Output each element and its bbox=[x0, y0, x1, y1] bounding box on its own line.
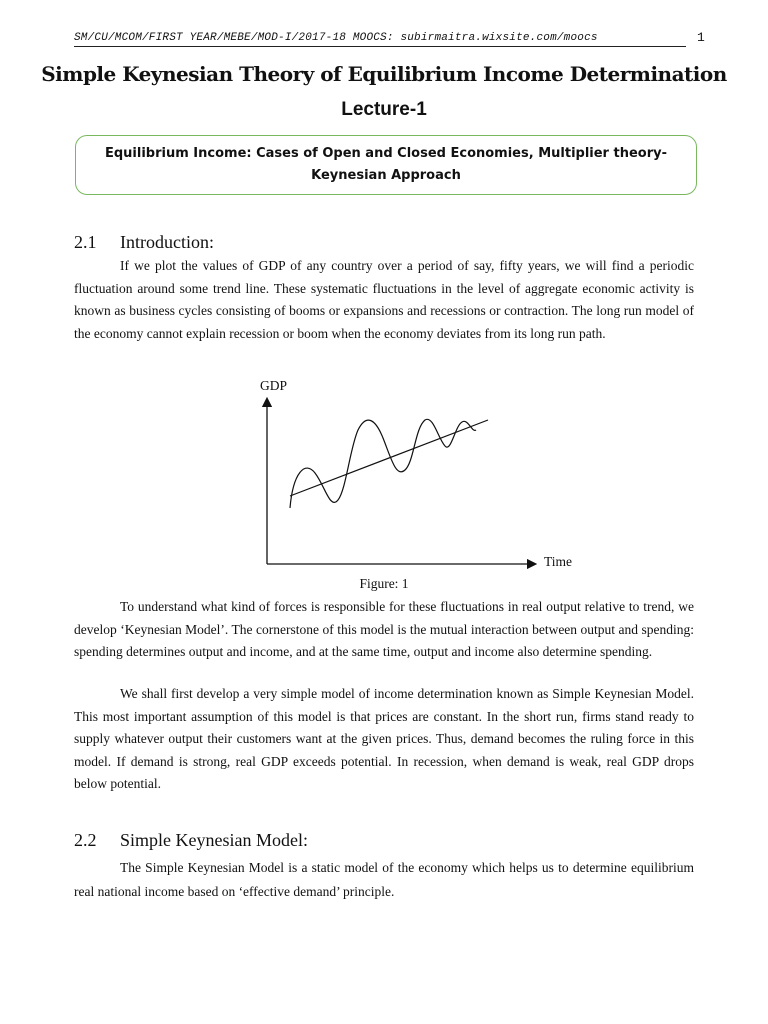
figure-caption: Figure: 1 bbox=[359, 576, 409, 591]
section-title: Simple Keynesian Model: bbox=[120, 830, 308, 850]
topic-summary-text: Equilibrium Income: Cases of Open and Closed Economies, Multiplier theory-Keynesian Approach bbox=[104, 146, 667, 183]
section-number: 2.2 bbox=[74, 830, 97, 850]
intro-paragraph-3: We shall first develop a very simple model of income determination known as Simple Keynesian Model. This most important assumption of this model is that prices are constant. In the short run, firms stand ready to supply whatever output their customers want at the given prices. Thus, demand becomes the ruling force in this model. If demand is strong, real GDP exceeds potential. In recession, when demand is weak, real GDP drops below potential. bbox=[74, 686, 694, 791]
intro-paragraph-1: If we plot the values of GDP of any country over a period of say, fifty years, we will find a periodic fluctuation around some trend line. These systematic fluctuations in the level of aggregate economic activity is known as business cycles consisting of booms or expansions and recessions or contraction. The long run model of the economy cannot explain recession or boom when the economy deviates from its long run path. bbox=[74, 258, 694, 341]
trend-line bbox=[290, 420, 488, 496]
figure-graphic bbox=[250, 378, 590, 578]
page-number: 1 bbox=[697, 30, 705, 45]
x-axis-label: Time bbox=[544, 554, 573, 569]
topic-summary-box bbox=[75, 135, 697, 195]
intro-paragraph-2: To understand what kind of forces is responsible for these fluctuations in real output relative to trend, we develop ‘Keynesian Model’. The cornerstone of this model is the mutual interaction between output and spending: spending determines output and income, and at the same time, output and income also determine spending. bbox=[74, 599, 694, 659]
section-heading-simple-keynesian-model bbox=[74, 830, 308, 851]
y-axis-label: GDP bbox=[260, 378, 288, 393]
business-cycle-figure bbox=[250, 378, 590, 578]
section-number: 2.1 bbox=[74, 232, 97, 252]
running-head-text: SM/CU/MCOM/FIRST YEAR/MEBE/MOD-I/2017-18 MOOCS: subirmaitra.wixsite.com/moocs bbox=[74, 32, 598, 44]
model-paragraph-1: The Simple Keynesian Model is a static model of the economy which helps us to determine equilibrium real national income based on ‘effective demand’ principle. bbox=[74, 860, 694, 899]
section-title: Introduction: bbox=[120, 232, 214, 252]
document-title: Simple Keynesian Theory of Equilibrium Income Determination bbox=[41, 62, 727, 86]
gdp-fluctuation-curve bbox=[290, 419, 476, 508]
running-header bbox=[74, 32, 686, 47]
section-heading-introduction bbox=[74, 232, 214, 253]
lecture-title: Lecture-1 bbox=[341, 99, 427, 120]
